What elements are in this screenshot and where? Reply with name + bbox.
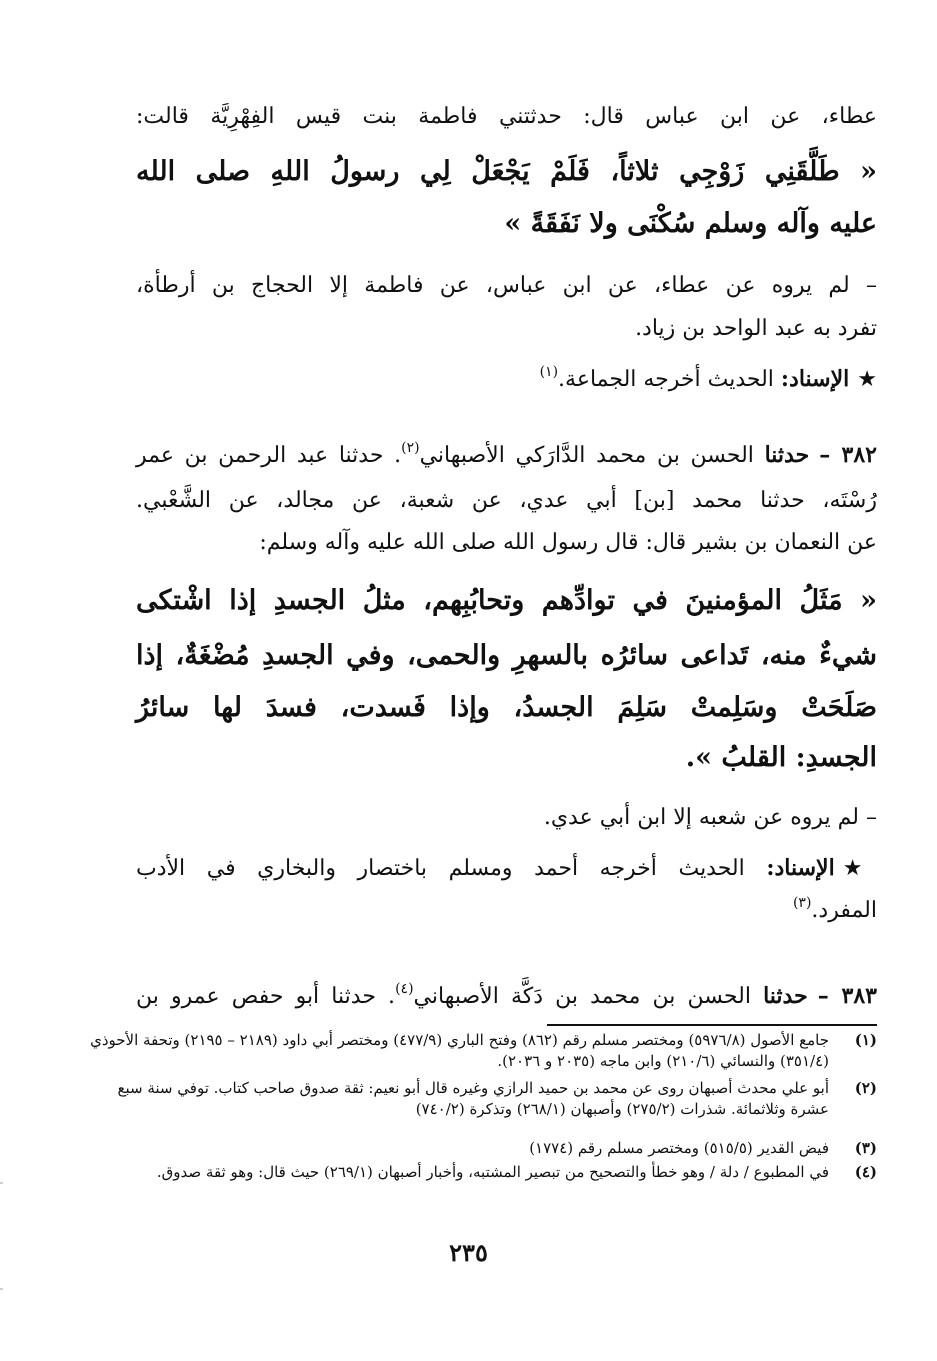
- note-text: تفرد به عبد الواحد بن زياد.: [635, 316, 877, 341]
- isnad-line: [540, 364, 877, 395]
- footnote: [90, 1138, 877, 1159]
- note-text: – لم يروه عن شعبه إلا ابن أبي عدي.: [543, 805, 877, 830]
- star-icon: ★: [842, 856, 877, 881]
- hadith-text: الجسدِ: القلبُ ».: [685, 742, 877, 773]
- hadith-text: عليه وآله وسلم سُكْنَى ولا نَفَقَةً »: [504, 208, 877, 239]
- hadith-number: ٣٨٣ –: [817, 983, 877, 1009]
- footnote: [90, 1030, 877, 1072]
- footnote-divider: [547, 1024, 877, 1026]
- hadith-text: « مَثَلُ المؤمنينَ في توادِّهم وتحابُبِهم، مثلُ الجسدِ إذا اشْتكى: [136, 585, 877, 616]
- chain-of-narration-line: [136, 102, 877, 132]
- isnad-line: [793, 896, 877, 926]
- narration-note-line: [635, 314, 877, 344]
- footnote-text: جامع الأصول (٥٩٧٦/٨) ومختصر مسلم رقم (٨٦٢) وفتح الباري (٤٧٧/٩) ومختصر أبي داود (٢١٨٩ – ٢١٩٥) وتحفة الأحوذي (٣٥١/٤) والنسائي (٢١٠/٦) وابن ماجه (٢٠٣٥ و ٢٠٣٦).: [90, 1031, 829, 1070]
- narration-note-line: [544, 803, 877, 833]
- hadith-text-line: [504, 206, 877, 242]
- note-text: – لم يروه عن عطاء، عن ابن عباس، عن فاطمة إلا الحجاج بن أرطأة،: [136, 273, 877, 298]
- hadith-number: ٣٨٢ –: [819, 442, 877, 468]
- narration-note-line: [136, 271, 877, 301]
- footnote: [90, 1162, 877, 1183]
- isnad-label: الإسناد:: [780, 366, 850, 392]
- hadith-text-line: [136, 154, 877, 190]
- hadith-text-line: [136, 638, 877, 674]
- footnote-number: (٣): [854, 1139, 877, 1157]
- star-icon: ★: [857, 367, 877, 392]
- footnote-number: (١): [854, 1031, 877, 1049]
- isnad-text: الحديث أخرجه أحمد ومسلم باختصار والبخاري في الأدب: [136, 856, 745, 881]
- footnote-ref: (٤): [395, 981, 414, 998]
- scan-mark: [0, 1288, 3, 1290]
- haddathana-word: حدثنا: [763, 983, 808, 1009]
- hadith-text: صَلَحَتْ وسَلِمتْ سَلِمَ الجسدُ، وإذا فَسدت، فسدَ لها سائرُ: [136, 692, 877, 723]
- chain-text: . حدثنا أبو حفص عمرو بن: [136, 984, 396, 1009]
- footnote-text: في المطبوع / دلة / وهو خطأ والتصحيح من تبصير المشتبه، وأخبار أصبهان (٢٦٩/١) حيث قال: وهو ثقة صدوق.: [156, 1163, 829, 1181]
- chain-text: رُسْتَه، حدثنا محمد [بن] أبي عدي، عن شعبة، عن مجالد، عن الشَّعْبي.: [136, 488, 877, 513]
- isnad-line: [136, 853, 877, 884]
- footnote-ref: (٢): [401, 440, 420, 457]
- chain-text: عطاء، عن ابن عباس قال: حدثتني فاطمة بنت قيس الفِهْرِيَّة قالت:: [136, 104, 877, 129]
- footnote-number: (٢): [854, 1079, 877, 1097]
- hadith-heading-line: [136, 440, 877, 471]
- hadith-text: « طَلَّقَنِي زَوْجِي ثلاثاً، فَلَمْ يَجْعَلْ لِي رسولُ اللهِ صلى الله: [136, 156, 877, 187]
- chain-of-narration-line: [259, 528, 877, 558]
- hadith-text-line: [136, 583, 877, 619]
- isnad-text: المفرد.: [811, 898, 877, 923]
- footnote-number: (٤): [854, 1163, 877, 1181]
- scan-mark: [0, 1182, 3, 1184]
- narrator-name: الحسن بن محمد بن دَكَّة الأصبهاني: [413, 984, 751, 1009]
- footnote: [90, 1078, 877, 1120]
- hadith-text-line: [136, 690, 877, 726]
- haddathana-word: حدثنا: [764, 442, 810, 468]
- chain-text: عن النعمان بن بشير قال: قال رسول الله صلى الله عليه وآله وسلم:: [259, 530, 877, 555]
- hadith-text-line: [686, 740, 877, 776]
- hadith-text: شيءٌ منه، تَداعى سائرُه بالسهرِ والحمى، وفي الجسدِ مُضْغَةٌ، إذا: [136, 640, 877, 671]
- footnote-ref: (١): [539, 364, 559, 381]
- page-number: ٢٣٥: [449, 1238, 488, 1267]
- footnote-text: أبو علي محدث أصبهان روى عن محمد بن حميد الرازي وغيره قال أبو نعيم: ثقة صدوق صاحب كتاب. توفي سنة سبع عشرة وثلاثمائة. شذرات (٢٧٥/٢) وأصبهان (٢٦٨/١) وتذكرة (٧٤٠/٢): [117, 1079, 829, 1118]
- footnote-ref: (٣): [792, 895, 812, 912]
- chain-of-narration-line: [136, 486, 877, 516]
- chain-text: . حدثنا عبد الرحمن بن عمر: [136, 443, 402, 468]
- narrator-name: الحسن بن محمد الدَّارَكي الأصبهاني: [419, 443, 754, 468]
- isnad-label: الإسناد:: [766, 855, 835, 881]
- footnote-text: فيض القدير (٥١٥/٥) ومختصر مسلم رقم (١٧٧٤): [529, 1139, 829, 1157]
- isnad-text: الحديث أخرجه الجماعة.: [558, 367, 774, 392]
- hadith-heading-line: [136, 981, 877, 1012]
